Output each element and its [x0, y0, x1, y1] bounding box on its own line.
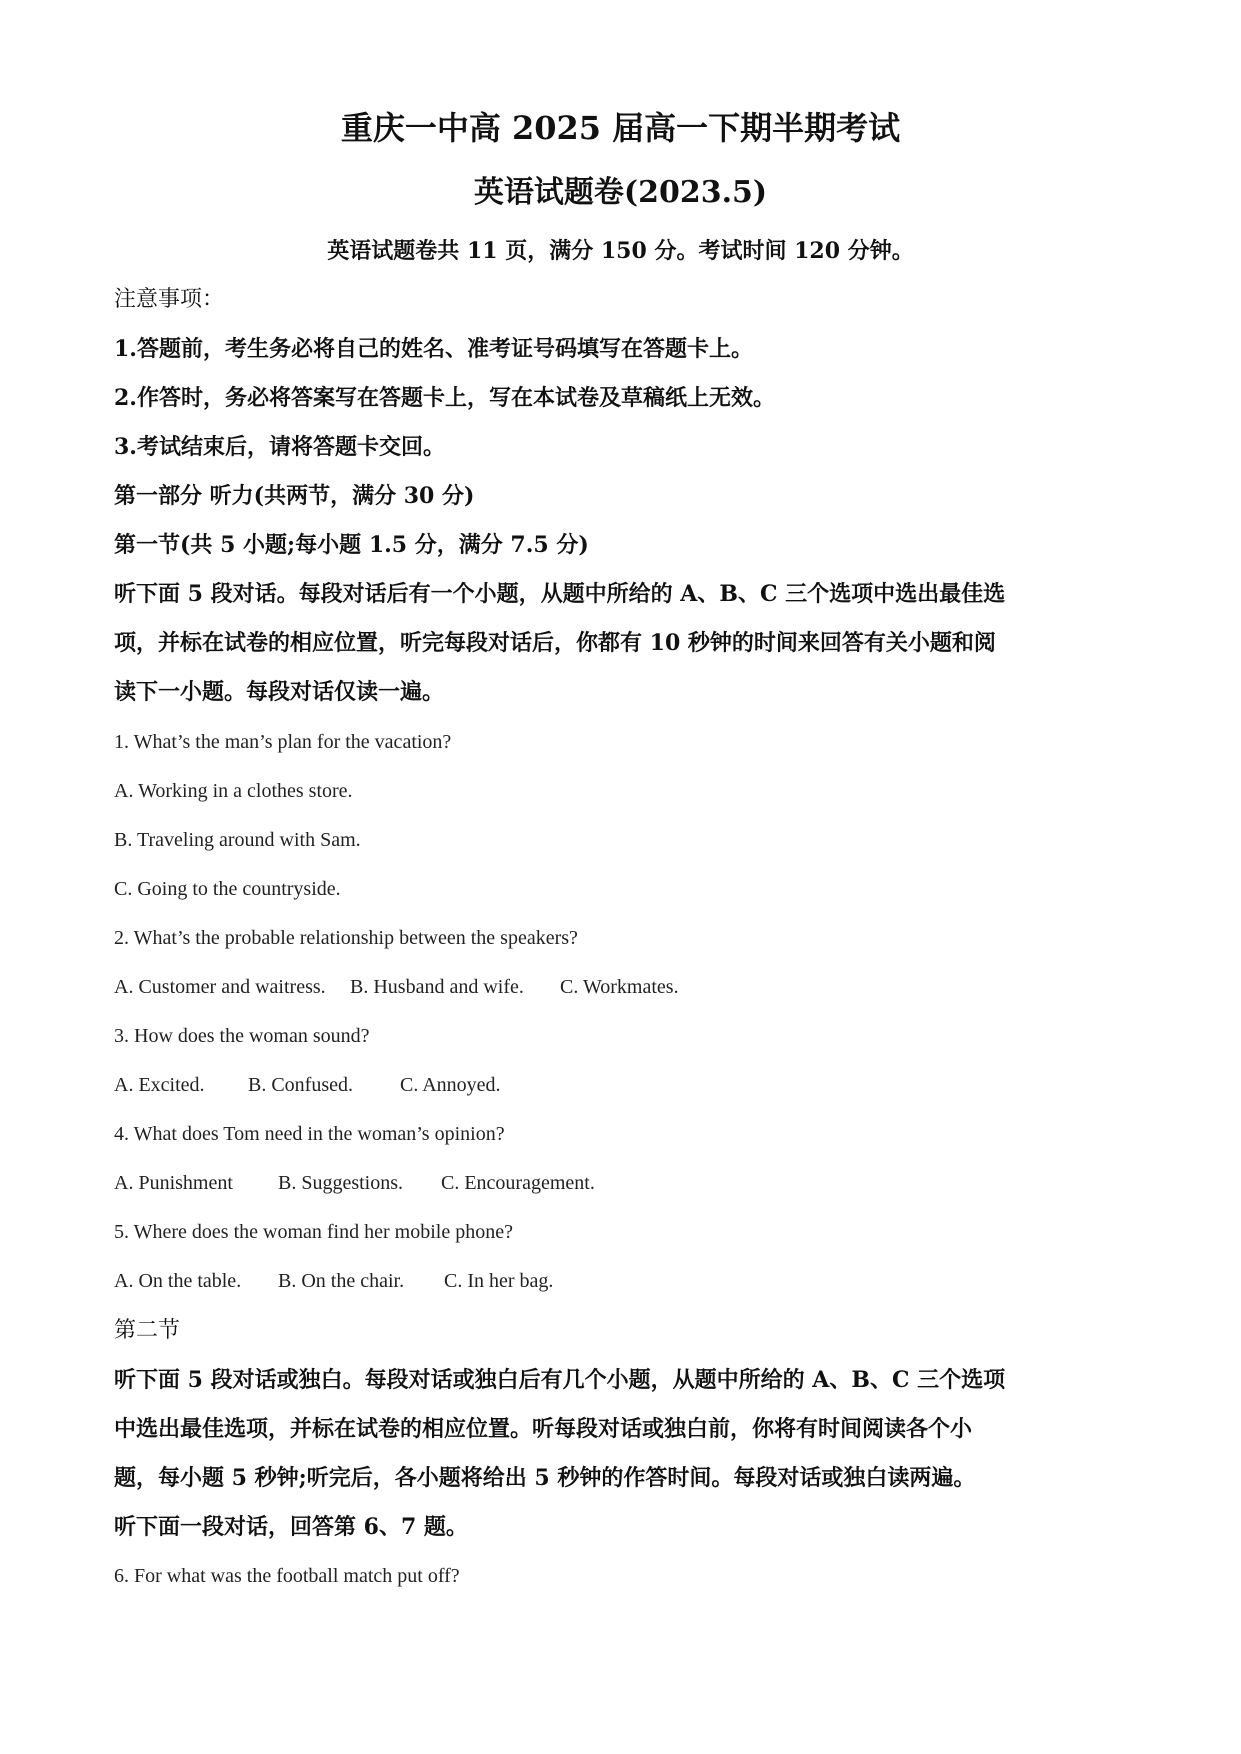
answer-option: B. Confused. — [248, 1074, 353, 1096]
notice-item: 2.作答时，务必将答案写在答题卡上，写在本试卷及草稿纸上无效。 — [114, 385, 775, 411]
section1-heading: 第一节(共 5 小题;每小题 1.5 分，满分 7.5 分) — [114, 532, 589, 558]
section2-heading: 第二节 — [114, 1318, 181, 1343]
exam-subtitle: 英语试题卷(2023.5) — [473, 175, 768, 210]
exam-title: 重庆一中高 2025 届高一下期半期考试 — [340, 109, 901, 147]
answer-option: C. Going to the countryside. — [114, 878, 341, 900]
answer-option: A. Punishment — [114, 1172, 233, 1194]
group-heading: 听下面一段对话，回答第 6、7 题。 — [114, 1514, 468, 1540]
answer-option: C. In her bag. — [444, 1270, 554, 1292]
notice-item: 1.答题前，考生务必将自己的姓名、准考证号码填写在答题卡上。 — [114, 336, 753, 362]
answer-options-row — [114, 977, 679, 997]
answer-option: A. On the table. — [114, 1270, 242, 1292]
question-stem: 2. What’s the probable relationship between the speakers? — [114, 927, 578, 949]
answer-option: A. Working in a clothes store. — [114, 780, 353, 802]
answer-option: C. Workmates. — [560, 976, 679, 998]
notice-heading: 注意事项： — [114, 287, 225, 312]
answer-option: A. Excited. — [114, 1074, 205, 1096]
section1-instruction-line: 读下一小题。每段对话仅读一遍。 — [114, 679, 445, 705]
answer-option: A. Customer and waitress. — [114, 976, 326, 998]
section2-instruction-line: 题，每小题 5 秒钟;听完后，各小题将给出 5 秒钟的作答时间。每段对话或独白读两遍。 — [114, 1465, 976, 1491]
answer-option: B. Traveling around with Sam. — [114, 829, 361, 851]
question-stem: 6. For what was the football match put off? — [114, 1565, 460, 1587]
question-stem: 3. How does the woman sound? — [114, 1025, 370, 1047]
answer-option: B. Suggestions. — [278, 1172, 404, 1194]
notice-item: 3.考试结束后，请将答题卡交回。 — [114, 434, 445, 460]
question-stem: 1. What’s the man’s plan for the vacation? — [114, 731, 452, 753]
answer-option: B. On the chair. — [278, 1270, 405, 1292]
answer-option: B. Husband and wife. — [350, 976, 524, 998]
answer-options-row — [114, 1271, 553, 1291]
section1-instruction-line: 听下面 5 段对话。每段对话后有一个小题，从题中所给的 A、B、C 三个选项中选出最佳选 — [114, 581, 1006, 607]
section1-instruction-line: 项，并标在试卷的相应位置，听完每段对话后，你都有 10 秒钟的时间来回答有关小题和阅 — [114, 630, 996, 656]
section2-instruction-line: 听下面 5 段对话或独白。每段对话或独白后有几个小题，从题中所给的 A、B、C 三个选项 — [114, 1367, 1006, 1393]
part1-heading: 第一部分 听力(共两节，满分 30 分) — [114, 483, 475, 509]
answer-option: C. Encouragement. — [441, 1172, 595, 1194]
question-stem: 4. What does Tom need in the woman’s opinion? — [114, 1123, 505, 1145]
question-stem: 5. Where does the woman find her mobile phone? — [114, 1221, 513, 1243]
section2-instruction-line: 中选出最佳选项，并标在试卷的相应位置。听每段对话或独白前，你将有时间阅读各个小 — [114, 1416, 973, 1442]
answer-options-row — [114, 1075, 501, 1095]
answer-option: C. Annoyed. — [400, 1074, 501, 1096]
exam-meta: 英语试题卷共 11 页，满分 150 分。考试时间 120 分钟。 — [327, 238, 914, 264]
answer-options-row — [114, 1173, 595, 1193]
